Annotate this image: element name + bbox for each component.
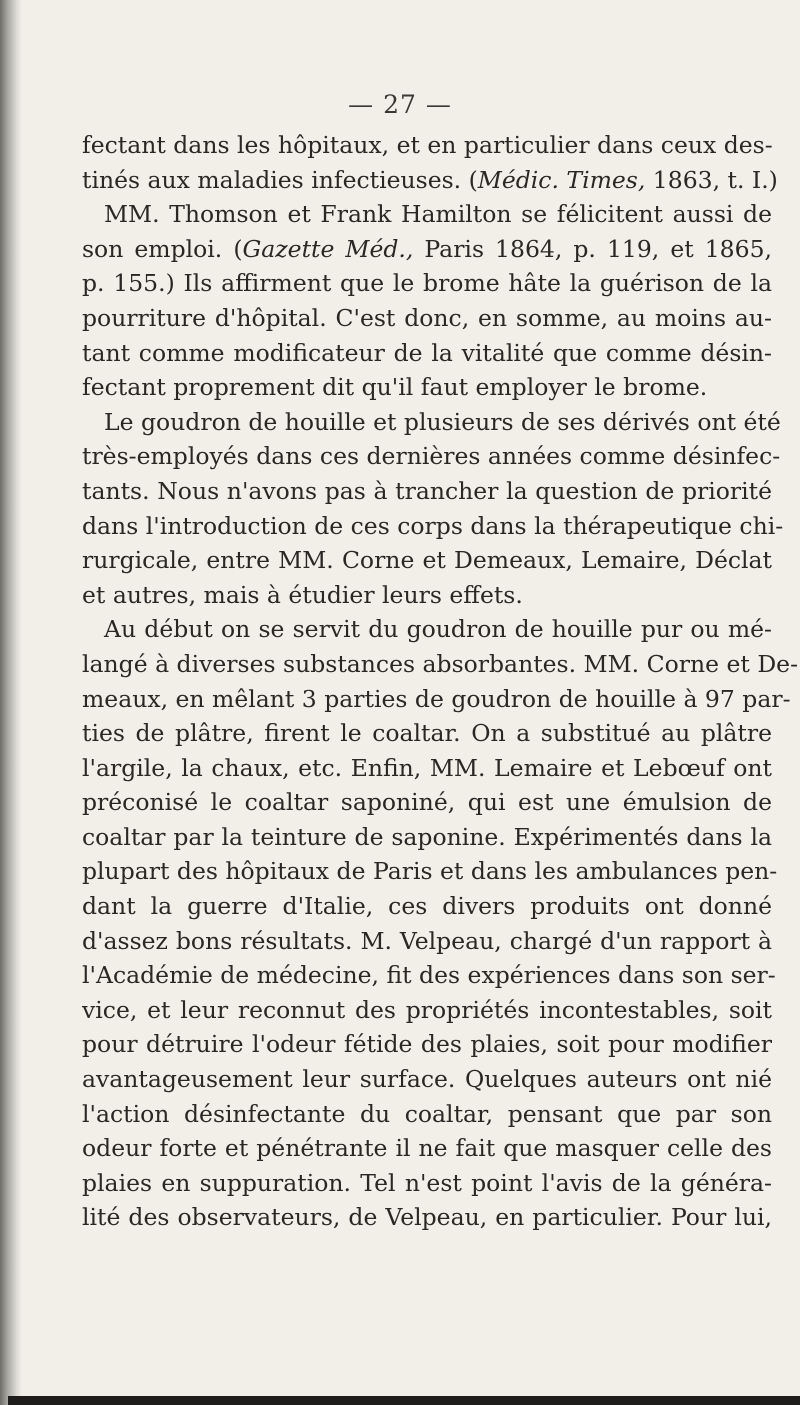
text-run: rurgicale, entre MM. Corne et Demeaux, Lemaire, Déclat xyxy=(82,546,772,575)
body-text xyxy=(82,128,799,1235)
text-run: lité des observateurs, de Velpeau, en particulier. Pour lui, xyxy=(82,1203,772,1232)
text-run: vice, et leur reconnut des propriétés incontestables, soit xyxy=(82,995,772,1024)
text-line xyxy=(82,716,772,751)
text-line xyxy=(82,820,772,855)
text-run: ties de plâtre, firent le coaltar. On a substitué au plâtre xyxy=(82,719,772,748)
page-number: — 27 — xyxy=(348,90,452,119)
text-line xyxy=(82,1062,772,1097)
text-line xyxy=(82,785,772,820)
citation-italic: Médic. Times, xyxy=(477,165,646,194)
text-line xyxy=(82,543,772,578)
text-line xyxy=(82,647,799,682)
text-run: dans l'introduction de ces corps dans la thérapeutique chi- xyxy=(82,511,784,540)
text-line xyxy=(82,163,778,198)
text-line xyxy=(82,301,772,336)
text-line xyxy=(82,405,781,440)
text-run: préconisé le coaltar saponiné, qui est une émulsion de xyxy=(82,788,772,817)
text-line xyxy=(82,336,772,371)
text-line xyxy=(82,682,791,717)
text-run: 1863, t. I.) xyxy=(645,165,778,194)
text-run: tants. Nous n'avons pas à trancher la question de priorité xyxy=(82,476,772,505)
text-run: et autres, mais à étudier leurs effets. xyxy=(82,580,523,609)
text-line xyxy=(82,958,776,993)
text-run: l'action désinfectante du coaltar, pensant que par son xyxy=(82,1099,772,1128)
text-run: fectant proprement dit qu'il faut employer le brome. xyxy=(82,373,708,402)
text-run: pour détruire l'odeur fétide des plaies, soit pour modifier xyxy=(82,1030,772,1059)
text-run: plupart des hôpitaux de Paris et dans les ambulances pen- xyxy=(82,857,778,886)
text-run: fectant dans les hôpitaux, et en particulier dans ceux des- xyxy=(82,131,773,159)
text-line xyxy=(82,578,772,613)
page-bottom-edge xyxy=(8,1396,800,1405)
text-run: Le goudron de houille et plusieurs de ses dérivés ont été xyxy=(104,407,781,436)
text-run: langé à diverses substances absorbantes. MM. Corne et De- xyxy=(82,649,799,678)
text-line xyxy=(82,266,772,301)
text-line xyxy=(82,232,772,267)
text-run: meaux, en mêlant 3 parties de goudron de houille à 97 par- xyxy=(82,684,791,713)
text-run: Au début on se servit du goudron de houille pur ou mé- xyxy=(104,615,772,644)
text-line xyxy=(82,1097,772,1132)
text-run: l'argile, la chaux, etc. Enfin, MM. Lemaire et Lebœuf ont xyxy=(82,753,772,782)
text-line xyxy=(82,1131,772,1166)
text-run: d'assez bons résultats. M. Velpeau, chargé d'un rapport à xyxy=(82,926,772,955)
text-line xyxy=(82,370,772,405)
text-line xyxy=(82,854,778,889)
text-run: MM. Thomson et Frank Hamilton se félicitent aussi de xyxy=(104,200,772,229)
text-line xyxy=(82,509,784,544)
text-line xyxy=(82,439,781,474)
text-run: plaies en suppuration. Tel n'est point l'avis de la généra- xyxy=(82,1168,772,1197)
text-run: Paris 1864, p. 119, et 1865, xyxy=(413,234,772,263)
text-run: très-employés dans ces dernières années comme désinfec- xyxy=(82,442,781,471)
text-line xyxy=(82,1166,772,1201)
text-run: p. 155.) Ils affirment que le brome hâte la guérison de la xyxy=(82,269,772,298)
text-run: l'Académie de médecine, fit des expériences dans son ser- xyxy=(82,961,776,990)
text-line xyxy=(82,612,772,647)
text-run: tinés aux maladies infectieuses. ( xyxy=(82,165,478,194)
text-run: avantageusement leur surface. Quelques auteurs ont nié xyxy=(82,1065,772,1094)
text-run: tant comme modificateur de la vitalité que comme désin- xyxy=(82,338,772,367)
text-line xyxy=(82,751,772,786)
text-line xyxy=(82,993,772,1028)
text-line xyxy=(82,474,772,509)
text-line xyxy=(82,1027,772,1062)
citation-italic: Gazette Méd., xyxy=(242,234,414,263)
text-run: pourriture d'hôpital. C'est donc, en somme, au moins au- xyxy=(82,303,772,332)
text-line xyxy=(82,889,772,924)
text-line xyxy=(82,197,772,232)
text-line xyxy=(82,128,772,163)
text-run: coaltar par la teinture de saponine. Expérimentés dans la xyxy=(82,822,772,851)
text-run: dant la guerre d'Italie, ces divers produits ont donné xyxy=(82,892,772,921)
text-run: son emploi. ( xyxy=(82,234,243,263)
text-run: odeur forte et pénétrante il ne fait que masquer celle des xyxy=(82,1134,772,1163)
text-line xyxy=(82,1200,772,1235)
page-binding-shadow xyxy=(0,0,22,1405)
text-line xyxy=(82,924,772,959)
